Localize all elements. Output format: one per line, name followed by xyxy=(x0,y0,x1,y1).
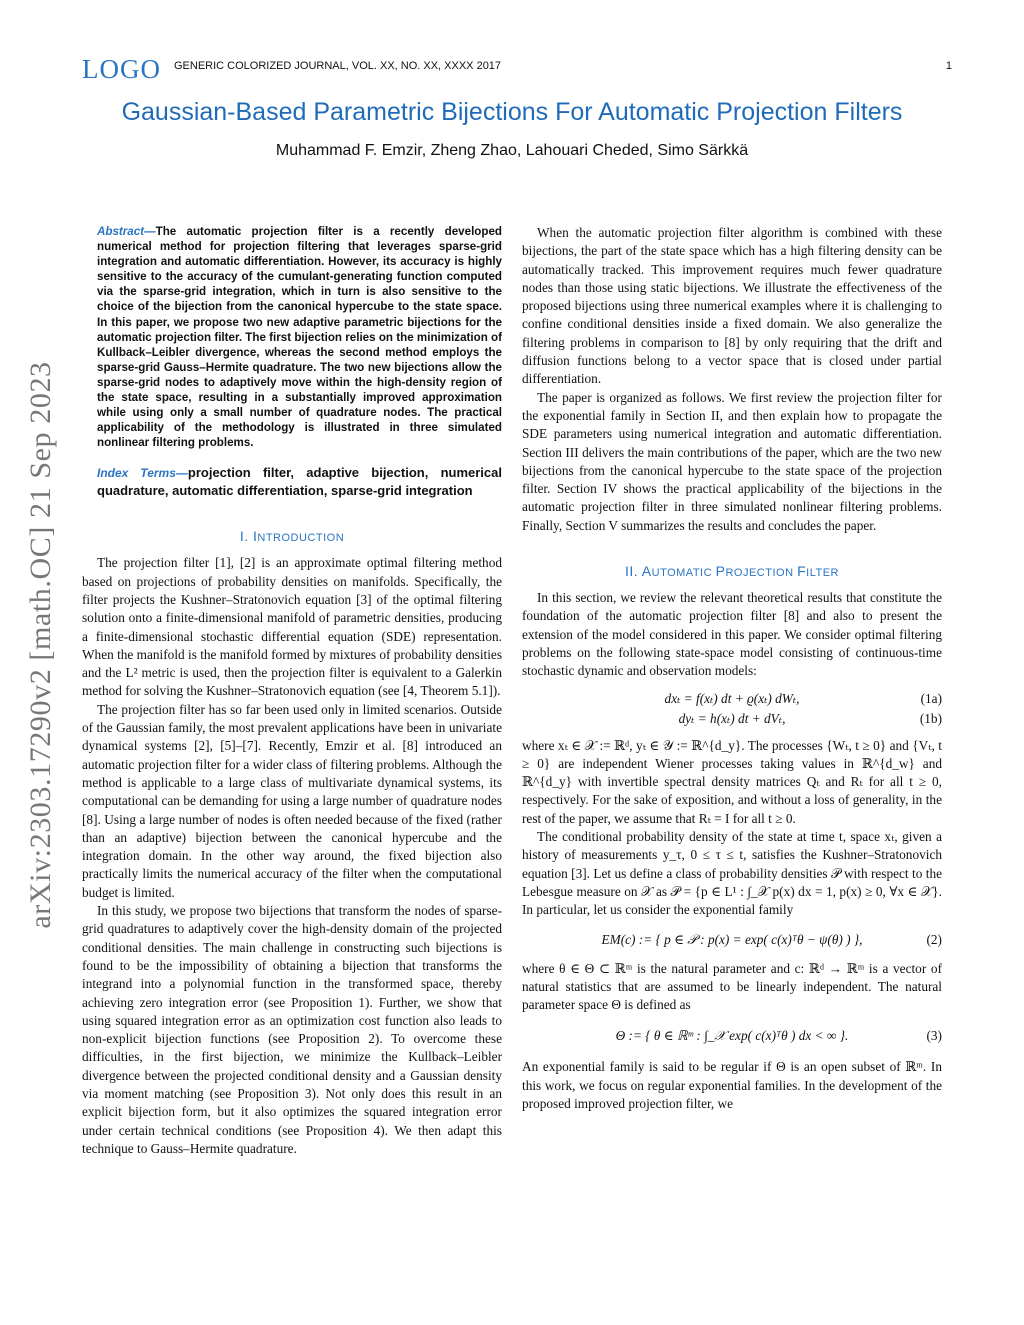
section2-paragraph: An exponential family is said to be regular if Θ is an open subset of ℝᵐ. In this work, we focus on regular exponential families. In the development of the proposed improved projection filter, we xyxy=(522,1059,942,1111)
author-list: Muhammad F. Emzir, Zheng Zhao, Lahouari Cheded, Simo Särkkä xyxy=(275,142,749,159)
abstract-text: The automatic projection filter is a recently developed numerical method for projection filtering that leverages sparse-grid integration and automatic differentiation. However, its accuracy is highly sensitive to the accuracy of the cumulant-generating function computed via the sparse-grid integration, which in turn is also sensitive to the choice of the bijection from the canonical hypercube to the state space. In this paper, we propose two new adaptive parametric bijections for the automatic projection filter. The first bijection relies on the minimization of Kullback–Leibler divergence, whereas the second method employs the sparse-grid Gauss–Hermite quadrature. The two new bijections allow the sparse-grid nodes to adaptively move within the high-density region of the state space, resulting in a substantially improved approximation while using only a small number of quadrature nodes. The practical applicability of the methodology is illustrated in three simulated nonlinear filtering problems. xyxy=(97,225,502,450)
equation-1a-label: (1a) xyxy=(920,690,942,706)
intro-paragraph: When the automatic projection filter algorithm is combined with these bijections, the part of the state space which has a high filtering density can be automatically tracked. This improvement requires much fewer quadrature nodes than those using static bijections. We illustrate the effectiveness of the proposed bijections using three numerical examples where it is challenging to confine conditional densities inside a fixed domain. We also generalize the filtering problems in comparison to [8] by only requiring that the drift and diffusion functions belong to a vector space that is closed under partial differentiation. xyxy=(522,225,942,387)
section2-paragraph: In this section, we review the relevant theoretical results that constitute the foundation of the automatic projection filter [8] and also to present the extension of the model considered in this paper. We consider optimal filtering problems on the following state-space model consisting of continuous-time stochastic dynamic and observation models: xyxy=(522,590,942,679)
section2-paragraph: where xₜ ∈ 𝒳 := ℝᵈ, yₜ ∈ 𝒴 := ℝ^{d_y}. The processes {Wₜ, t ≥ 0} and {Vₜ, t ≥ 0} are independent Wiener processes taking values in ℝ^{d_w} and ℝ^{d_y} with invertible spectral density matrices Qₜ and Rₜ for all t ≥ 0, respectively. For the sake of exposition, and without a loss of generality, in the rest of the paper, we assume that Rₜ = I for all t ≥ 0. xyxy=(522,737,942,826)
running-header xyxy=(82,54,952,84)
equation-1a-body: dxₜ = f(xₜ) dt + ϱ(xₜ) dWₜ, xyxy=(664,690,800,706)
intro-paragraph: The paper is organized as follows. We first review the projection filter for the exponential family in Section II, and then explain how to propagate the SDE parameters using numerical integration and automatic differentiation. Section III delivers the main contributions of the paper, which are the two new bijections from the canonical hypercube to the state space of the projection filter. Section IV shows the practical applicability of the bijections in the automatic projection filter in three simulated nonlinear filtering problems. Finally, Section V summarizes the results and concludes the paper. xyxy=(522,389,942,533)
section2-paragraph: The conditional probability density of the state at time t, space xₜ, given a history of measurements y_τ, 0 ≤ τ ≤ t, satisfies the Kushner–Stratonovich equation [3]. Let us define a class of probability densities 𝒫 with respect to the Lebesgue measure on 𝒳 as 𝒫 = {p ∈ L¹ : ∫_𝒳 p(x) dx = 1, p(x) ≥ 0, ∀x ∈ 𝒳}. In particular, let us consider the exponential family xyxy=(522,829,942,918)
section2-paragraph: where θ ∈ Θ ⊂ ℝᵐ is the natural parameter and c: ℝᵈ → ℝᵐ is a vector of natural statistics that are assumed to be linearly independent. The natural parameter space Θ is defined as xyxy=(522,960,942,1013)
equation-1b-label: (1b) xyxy=(919,710,942,726)
equation-1b-body: dyₜ = h(xₜ) dt + dVₜ, xyxy=(678,710,786,726)
abstract xyxy=(97,224,502,450)
abstract-label: Abstract— xyxy=(97,225,156,238)
equation-2-label: (2) xyxy=(926,931,942,947)
right-column xyxy=(522,224,942,1113)
section-heading-automatic-projection-filter: II. AUTOMATIC PROJECTION FILTER xyxy=(624,563,839,580)
section-heading-introduction: I. INTRODUCTION xyxy=(239,528,345,545)
paper-title: Gaussian-Based Parametric Bijections For Automatic Projection Filters xyxy=(121,98,903,126)
journal-citation: GENERIC COLORIZED JOURNAL, VOL. XX, NO. XX, XXXX 2017 xyxy=(174,60,502,72)
equation-2-body: EM(c) := { p ∈ 𝒫 : p(x) = exp( c(x)ᵀθ − ψ(θ) ) }, xyxy=(601,931,863,947)
journal-logo: LOGO xyxy=(82,54,161,84)
arxiv-side-stamp xyxy=(16,330,66,960)
equation-3 xyxy=(522,1028,942,1044)
intro-paragraph: The projection filter [1], [2] is an approximate optimal filtering method based on projections of probability densities on manifolds. Specifically, the filter projects the Kushner–Stratonovich equation [3] of the optimal filtering solution onto a finite-dimensional manifold of parametric densities, producing a finite-dimensional stochastic differential equation (SDE) representation. When the manifold is the manifold formed by mixtures of probability densities and the L² metric is used, then the projection filter is equivalent to a Galerkin method for solving the Kushner–Stratonovich equation (see [4, Theorem 5.1]). xyxy=(82,555,502,699)
equation-1a xyxy=(522,691,942,707)
equation-2 xyxy=(522,932,942,948)
index-terms-text: projection filter, adaptive bijection, numerical quadrature, automatic differentiation, sparse-grid integration xyxy=(97,465,502,499)
left-column xyxy=(82,224,502,1158)
intro-paragraph: In this study, we propose two bijections that transform the nodes of sparse-grid quadratures to adaptively cover the high-density domain of the projected conditional densities. The main challenge in constructing such bijections is found to be the impossibility of obtaining a bijection that transforms the integrand into a polynomial function in the transformed space, thereby achieving zero integration error (see Proposition 1). Further, we show that using squared integration error as an optimization cost function also leads to non-explicit bijection functions (see Proposition 2). To overcome these difficulties, in the first bijection, we minimize the Kullback–Leibler divergence between the projected conditional density and a Gaussian density via moment matching (see Proposition 3). Not only does this result in an explicit bijection form, but it also optimizes the squared integration error under certain technical conditions (see Proposition 4). We then adapt this technique to Gauss–Hermite quadrature. xyxy=(82,903,502,1156)
arxiv-identifier: arXiv:2303.17290v2 [math.OC] 21 Sep 2023 xyxy=(24,361,57,929)
equation-1b xyxy=(522,711,942,727)
page-number: 1 xyxy=(945,60,952,72)
equation-3-body: Θ := { θ ∈ ℝᵐ : ∫_𝒳 exp( c(x)ᵀθ ) dx < ∞ }. xyxy=(615,1028,849,1044)
intro-paragraph: The projection filter has so far been used only in limited scenarios. Outside of the Gaussian family, the most prevalent applications have been in univariate dynamical systems [2], [5]–[7]. Recently, Emzir et al. [8] introduced an automatic projection filter for a wider class of filtering problems. Although the method is applicable to a large class of multivariate dynamical systems, its computational can be demanding for using a large number of quadrature nodes [8]. Using a large number of nodes is often needed because of the fixed (rather than an adaptive) bijection between the canonical hypercube and the integration domain. In the other way around, the fixed bijection also practically limits the numerical accuracy of the filter when the computational budget is limited. xyxy=(82,701,502,900)
equation-3-label: (3) xyxy=(926,1028,942,1044)
index-terms xyxy=(97,464,502,500)
index-terms-label: Index Terms— xyxy=(97,466,188,481)
